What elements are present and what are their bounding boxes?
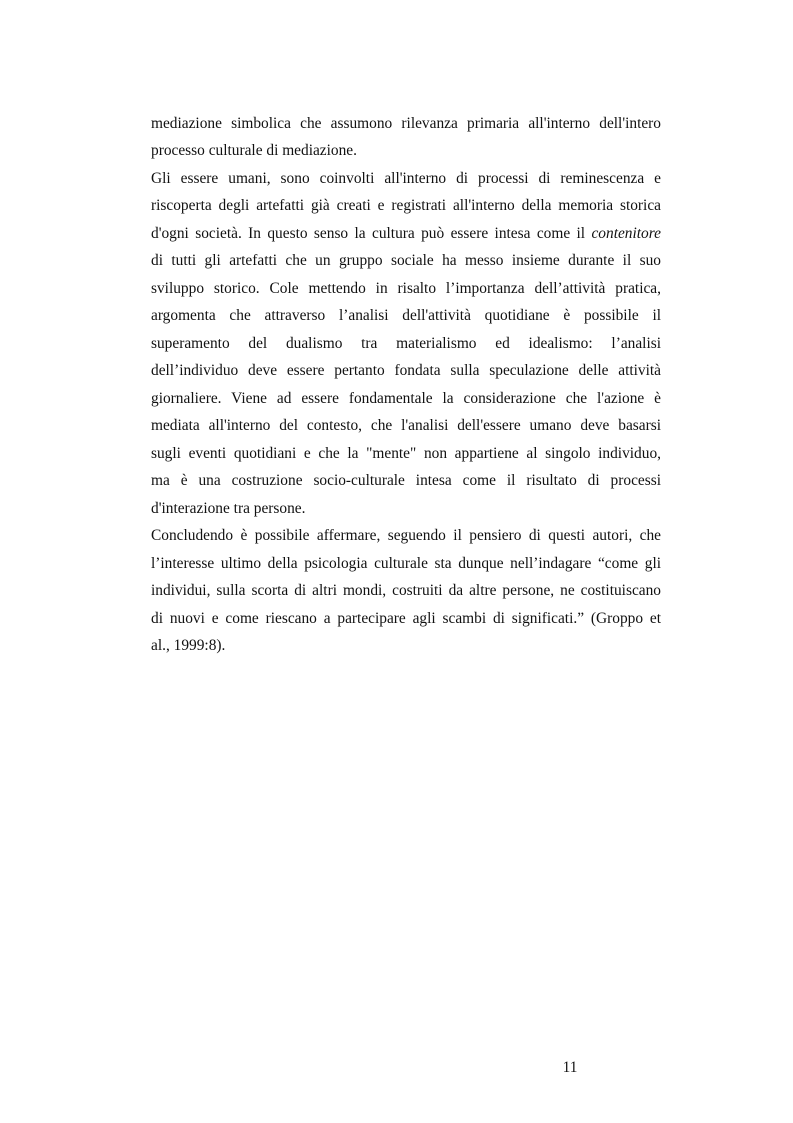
text-line: l’interesse ultimo della psicologia culturale sta dunque nell’indagare “come gli [151, 555, 661, 572]
text-line: Concludendo è possibile affermare, seguendo il pensiero di questi autori, che [151, 527, 661, 544]
text-segment: d'ogni società. In questo senso la cultura può essere intesa come il [151, 225, 592, 242]
text-line: riscoperta degli artefatti già creati e registrati all'interno della memoria storica [151, 197, 661, 214]
text-line: di nuovi e come riescano a partecipare agli scambi di significati.” (Groppo et [151, 610, 661, 627]
text-line: sviluppo storico. Cole mettendo in risalto l’importanza dell’attività pratica, [151, 280, 661, 297]
text-line: giornaliere. Viene ad essere fondamentale la considerazione che l'azione è [151, 390, 661, 407]
text-line: Gli essere umani, sono coinvolti all'interno di processi di reminescenza e [151, 170, 661, 187]
text-line: d'interazione tra persone. [151, 500, 306, 517]
text-line: processo culturale di mediazione. [151, 142, 357, 159]
text-line [151, 222, 661, 246]
text-line: dell’individuo deve essere pertanto fondata sulla speculazione delle attività [151, 362, 661, 379]
text-line: individui, sulla scorta di altri mondi, costruiti da altre persone, ne costituiscano [151, 582, 661, 599]
text-line: argomenta che attraverso l’analisi dell'attività quotidiane è possibile il [151, 307, 661, 324]
page-number: 11 [562, 1059, 578, 1076]
text-line: sugli eventi quotidiani e che la "mente" non appartiene al singolo individuo, [151, 445, 661, 462]
text-line: mediazione simbolica che assumono rilevanza primaria all'interno dell'intero [151, 115, 661, 132]
italic-term: contenitore [591, 225, 661, 242]
text-line: di tutti gli artefatti che un gruppo sociale ha messo insieme durante il suo [151, 252, 661, 269]
text-line: al., 1999:8). [151, 637, 226, 654]
text-line: mediata all'interno del contesto, che l'analisi dell'essere umano deve basarsi [151, 417, 661, 434]
text-line: ma è una costruzione socio-culturale intesa come il risultato di processi [151, 472, 661, 489]
text-line: superamento del dualismo tra materialismo ed idealismo: l’analisi [151, 335, 661, 352]
